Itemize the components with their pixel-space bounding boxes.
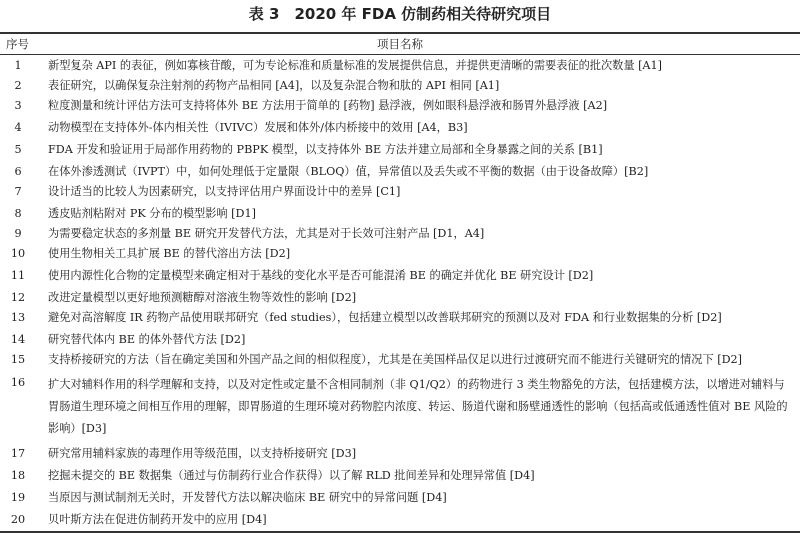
row-project-name: 粒度测量和统计评估方法可支持将体外 BE 方法用于简单的 [药物] 悬浮液，例如眼科悬浮液和肠胃外悬浮液 [A2]: [48, 99, 608, 112]
row-project-name: 当原因与测试制剂无关时，开发替代方法以解决临床 BE 研究中的异常问题 [D4]: [48, 491, 447, 504]
row-number: 17: [10, 447, 26, 460]
row-number: 15: [10, 353, 26, 366]
row-number: 20: [10, 513, 26, 526]
row-project-name: 研究常用辅料家族的毒理作用等级范围，以支持桥接研究 [D3]: [48, 447, 357, 460]
row-project-name: 贝叶斯方法在促进仿制药开发中的应用 [D4]: [48, 513, 267, 526]
row-project-name: 使用内源性化合物的定量模型来确定相对于基线的变化水平是否可能混淆 BE 的确定并优化 BE 研究设计 [D2]: [48, 269, 594, 282]
header-name: 项目名称: [377, 37, 423, 51]
row-number: 12: [10, 291, 26, 304]
row-project-name: 设计适当的比较人为因素研究，以支持评估用户界面设计中的差异 [C1]: [48, 185, 401, 198]
row-project-name: 改进定量模型以更好地预测糖醇对溶液生物等效性的影响 [D2]: [48, 291, 357, 304]
row-project-name: 为需要稳定状态的多剂量 BE 研究开发替代方法，尤其是对于长效可注射产品 [D1，A4]: [48, 227, 485, 240]
row-project-name: 支持桥接研究的方法（旨在确定美国和外国产品之间的相似程度），尤其是在美国样品仅足以进行过渡研究而不能进行关键研究的情况下 [D2]: [48, 353, 743, 366]
row-project-name: 挖掘未提交的 BE 数据集（通过与仿制药行业合作获得）以了解 RLD 批间差异和处理异常值 [D4]: [48, 469, 535, 482]
header-no: 序号: [6, 37, 29, 51]
row-number: 13: [10, 311, 26, 324]
row-number: 5: [14, 143, 22, 156]
row-project-name: 新型复杂 API 的表征，例如寡核苷酸，可为专论标准和质量标准的发展提供信息，并提供更清晰的需要表征的批次数量 [A1]: [48, 59, 662, 72]
row-number: 2: [14, 79, 22, 92]
top-rule: [0, 32, 800, 34]
header-rule: [0, 54, 800, 55]
row-project-name: FDA 开发和验证用于局部作用药物的 PBPK 模型，以支持体外 BE 方法并建立局部和全身暴露之间的关系 [B1]: [48, 143, 603, 156]
row-project-name: 表征研究，以确保复杂注射剂的药物产品相同 [A4]，以及复杂混合物和肽的 API 相同 [A1]: [48, 79, 500, 92]
row-project-name: 动物模型在支持体外-体内相关性（IVIVC）发展和体外/体内桥接中的效用 [A4，B3]: [48, 121, 468, 134]
row-number: 4: [14, 121, 22, 134]
row-project-name: 透皮贴剂粘附对 PK 分布的模型影响 [D1]: [48, 207, 256, 220]
row-project-name: 使用生物相关工具扩展 BE 的替代溶出方法 [D2]: [48, 247, 291, 260]
row-number: 1: [14, 59, 22, 72]
row-number: 9: [14, 227, 22, 240]
row-project-name: 避免对高溶解度 IR 药物产品使用联邦研究（fed studies），包括建立模型以改善联邦研究的预测以及对 FDA 和行业数据集的分析 [D2]: [48, 311, 722, 324]
row-number: 3: [14, 99, 22, 112]
row-number: 14: [10, 333, 26, 346]
row-number: 11: [10, 269, 26, 282]
row-number: 7: [14, 185, 22, 198]
row-number: 18: [10, 469, 26, 482]
row-number: 8: [14, 207, 22, 220]
row-project-name: 扩大对辅料作用的科学理解和支持，以及对定性或定量不含相同制剂（非 Q1/Q2）的药物进行 3 类生物豁免的方法，包括建模方法，以增进对辅料与胃肠道生理环境之间相互作用的理解，即胃肠道的生理环境对药物腔内浓度、转运、肠道代谢和肠壁通透性的影响（包括高或低通透性值对 BE 风险的影响）[D3]: [48, 378, 788, 435]
row-number: 16: [10, 376, 26, 389]
row-number: 6: [14, 165, 22, 178]
row-number: 10: [10, 247, 26, 260]
table-title: 表 3 2020 年 FDA 仿制药相关待研究项目: [248, 5, 552, 23]
row-project-name: 在体外渗透测试（IVPT）中，如何处理低于定量限（BLOQ）值，异常值以及丢失或不平衡的数据（由于设备故障）[B2]: [48, 165, 649, 178]
row-number: 19: [10, 491, 26, 504]
row-project-name: 研究替代体内 BE 的体外替代方法 [D2]: [48, 333, 246, 346]
